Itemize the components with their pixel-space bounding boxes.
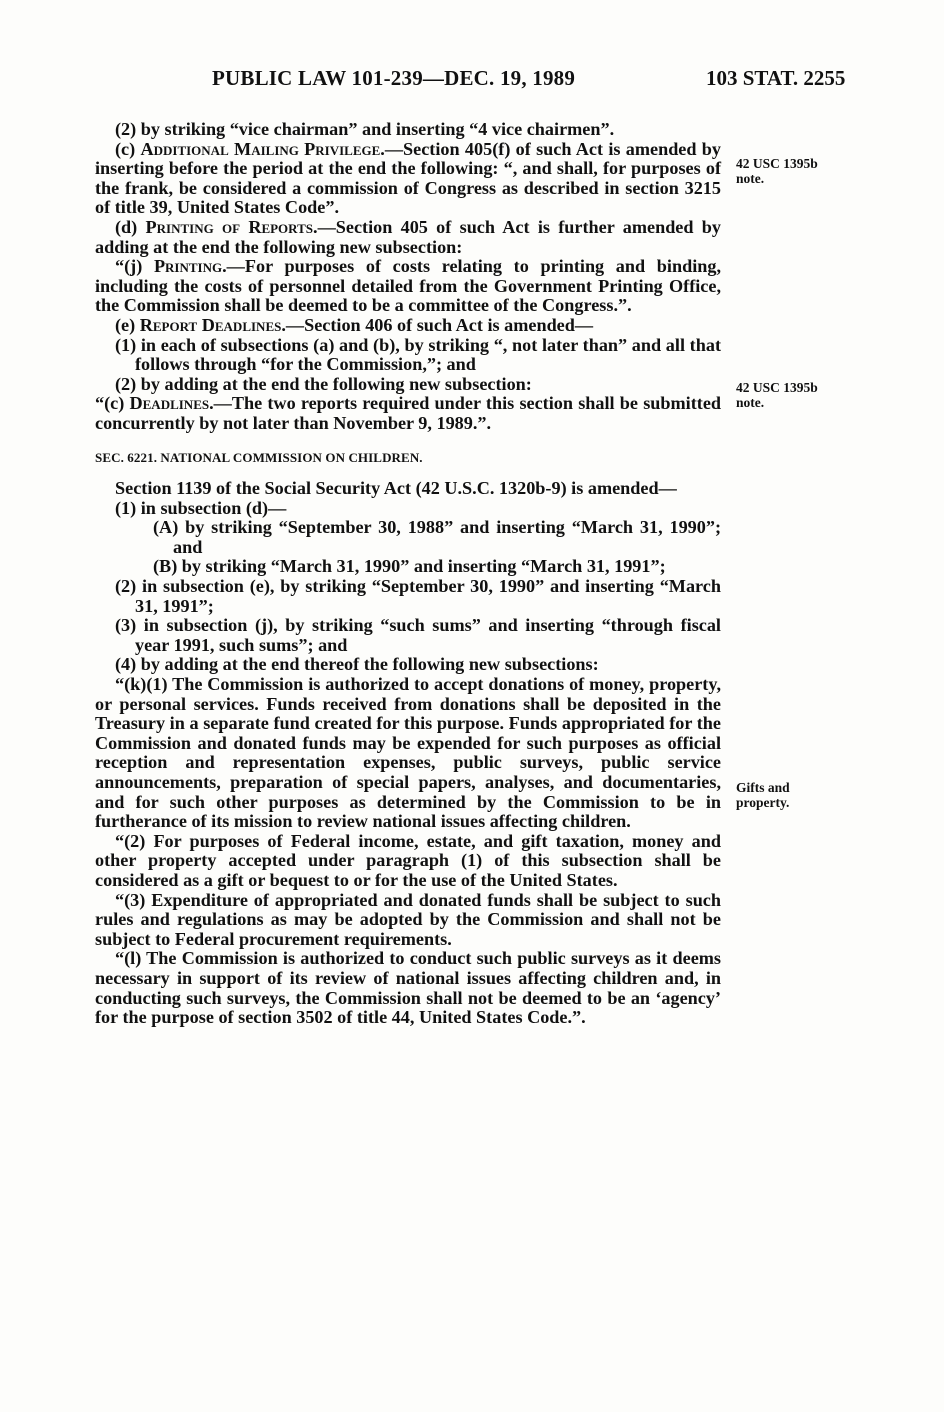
subsection-cc-body: —The two reports required under this section shall be submitted concurrently by not later than November 9, 1989.”. xyxy=(95,393,722,433)
paragraph-s-3: (3) in subsection (j), by striking “such sums” and inserting “through fiscal year 1991, such sums”; and xyxy=(115,615,721,655)
paragraph-s-2: (2) in subsection (e), by striking “September 30, 1990” and inserting “March 31, 1991”; xyxy=(115,576,721,616)
subsection-c-heading: Additional Mailing Privilege. xyxy=(140,138,385,159)
subsection-cc-label: “(c) xyxy=(95,393,130,414)
paragraph-s-1: (1) in subsection (d)— xyxy=(115,497,287,518)
paragraph-k-3: “(3) Expenditure of appropriated and donated funds shall be subject to such rules and regulations as may be adopted by the Commission and shall not be subject to Federal procurement requirements. xyxy=(95,889,721,949)
section-heading: SEC. 6221. NATIONAL COMMISSION ON CHILDREN. xyxy=(95,449,423,465)
subsection-j-printing xyxy=(95,257,721,316)
subsection-j-body: —For purposes of costs relating to printing and binding, including the costs of personnel detailed from the Government Printing Office, the Commission shall be deemed to be a committee of the Congress.”. xyxy=(95,256,722,316)
subsection-c-deadlines xyxy=(95,394,721,433)
paragraph-e-1: (1) in each of subsections (a) and (b), by striking “, not later than” and all that follows through “for the Commission,”; and xyxy=(115,334,721,375)
paragraph-vice-chairmen: (2) by striking “vice chairman” and inserting “4 vice chairmen”. xyxy=(115,119,615,139)
margin-note-usc-1: 42 USC 1395b note. xyxy=(736,156,818,186)
margin-note-gifts: Gifts and property. xyxy=(736,780,790,810)
paragraph-k-2: “(2) For purposes of Federal income, estate, and gift taxation, money and other property accepted under paragraph (1) of this subsection shall be considered as a gift or bequest to or for the use of the United States. xyxy=(95,830,721,890)
subsection-e-label: (e) xyxy=(115,314,140,335)
subsection-e-report-deadlines xyxy=(95,316,721,336)
page-header-stat: 103 STAT. 2255 xyxy=(706,66,846,90)
subsection-d-label: (d) xyxy=(115,216,146,237)
subsection-c-mailing-privilege xyxy=(95,140,721,218)
paragraph-l: “(l) The Commission is authorized to conduct such public surveys as it deems necessary in support of its review of national issues affecting children and, in conducting such surveys, the Commission shall not be deemed to be an ‘agency’ for the purpose of section 3502 of title 44, United States Code.”. xyxy=(95,948,721,1028)
subsection-e-heading: Report Deadlines. xyxy=(139,314,286,335)
paragraph-s-1-a: (A) by striking “September 30, 1988” and inserting “March 31, 1990”; and xyxy=(153,517,721,557)
paragraph-s-4: (4) by adding at the end thereof the following new subsections: xyxy=(115,654,599,675)
section-intro: Section 1139 of the Social Security Act (42 U.S.C. 1320b-9) is amended— xyxy=(115,478,677,499)
body-text xyxy=(95,120,721,1028)
subsection-c-label: (c) xyxy=(115,138,141,159)
margin-note-usc-2: 42 USC 1395b note. xyxy=(736,380,818,410)
paragraph-e-2: (2) by adding at the end the following new subsection: xyxy=(115,373,532,394)
subsection-d-heading: Printing of Reports. xyxy=(145,216,318,237)
subsection-e-body: —Section 406 of such Act is amended— xyxy=(285,314,594,335)
paragraph-s-1-b: (B) by striking “March 31, 1990” and inserting “March 31, 1991”; xyxy=(153,556,666,577)
paragraph-k-1: “(k)(1) The Commission is authorized to accept donations of money, property, or personal services. Funds received from donations shall be deposited in the Treasury in a separate fund created for this purpose. Funds appropriated for the Commission and donated funds may be expended for such purposes as official reception and representation expenses, public surveys, public service announcements, preparation of special papers, analyses, and documentaries, and for such other purposes as determined by the Commission to be in furtherance of its mission to review national issues affecting children. xyxy=(95,674,721,832)
subsection-j-label: “(j) xyxy=(115,256,154,277)
subsection-c-body: —Section 405(f) of such Act is amended by inserting before the period at the end the following: “, and shall, for purposes of the frank, be considered a commission of Congress as described in section 3215 of title 39, United States Code”. xyxy=(95,138,721,218)
subsection-cc-heading: Deadlines. xyxy=(129,393,214,414)
subsection-d-body: —Section 405 of such Act is further amended by adding at the end the following new subsection: xyxy=(95,216,721,257)
subsection-j-heading: Printing. xyxy=(153,256,227,277)
page-header-title: PUBLIC LAW 101-239—DEC. 19, 1989 xyxy=(212,66,576,90)
subsection-d-printing-reports xyxy=(95,218,721,257)
